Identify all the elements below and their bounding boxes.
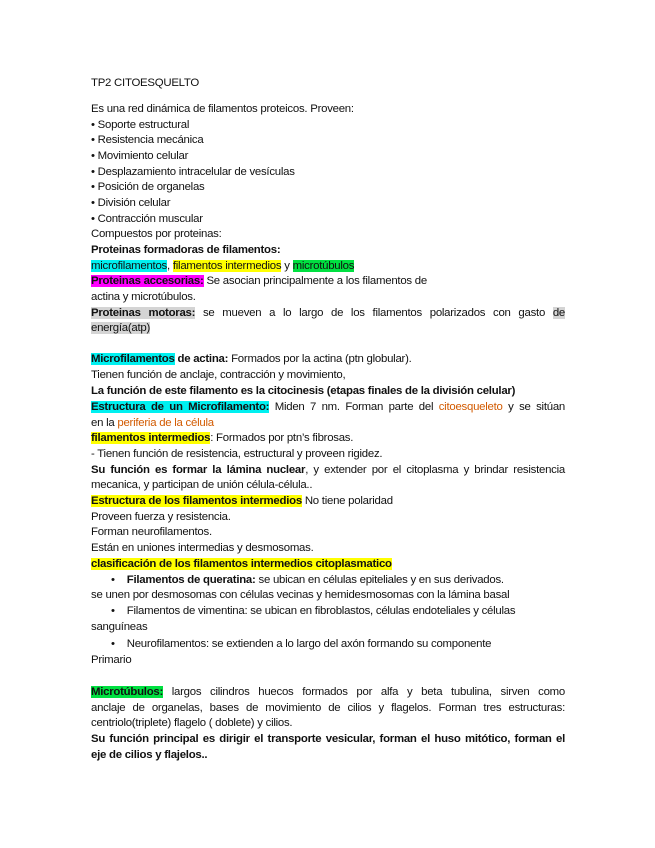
microfilamentos-line-3: La función de este filamento es la citocinesis (etapas finales de la división celular)	[91, 385, 516, 397]
highlight-proteinas-motoras: Proteinas motoras:	[91, 307, 196, 319]
intro-line: Es una red dinámica de filamentos proteicos. Proveen:	[91, 103, 354, 115]
bullet-item: • Contracción muscular	[91, 213, 203, 225]
mt-line-5: eje de cilios y flajelos..	[91, 749, 208, 761]
accesorias-line-2: actina y microtúbulos.	[91, 291, 196, 303]
periferia-line	[91, 416, 565, 431]
formadoras-label: Proteinas formadoras de filamentos:	[91, 244, 281, 256]
separator: y	[281, 260, 293, 272]
estructura-fi-text: No tiene polaridad	[301, 495, 393, 507]
bullet-item: • Resistencia mecánica	[91, 134, 204, 146]
highlight-proteinas-accesorias: Proteinas accesorias:	[91, 275, 204, 287]
microfilamentos-line-2: Tienen función de anclaje, contracción y movimiento,	[91, 369, 346, 381]
fi-text: : Formados por ptn’s fibrosas.	[210, 432, 354, 444]
mt-text: largos cilindros huecos formados por alfa y beta tubulina, sirven como	[163, 686, 565, 698]
queratina-line	[111, 573, 585, 588]
queratina-label: Filamentos de queratina:	[126, 574, 256, 586]
estructura-text-2: y se sitúan	[502, 401, 565, 413]
en-la-text: en la	[91, 417, 118, 429]
accesorias-line	[91, 274, 565, 289]
composed-line: Compuestos por proteinas:	[91, 228, 222, 240]
vimentina-line-2: sanguíneas	[91, 621, 148, 633]
bullet-dot-icon: •	[111, 638, 115, 650]
vimentina-line	[111, 604, 585, 619]
mt-line-3: centriolo(triplete) flagelo ( doblete) y cilios.	[91, 717, 293, 729]
bullet-dot-icon: •	[111, 574, 115, 586]
highlight-filamentos-intermedios-heading: filamentos intermedios	[91, 432, 211, 444]
highlight-microfilamentos: microfilamentos	[91, 260, 168, 272]
highlight-estructura-microfilamento: Estructura de un Microfilamento:	[91, 401, 270, 413]
highlight-microtubulos-heading: Microtúbulos:	[91, 686, 164, 698]
estructura-microfilamento-line	[91, 400, 565, 415]
vimentina-text: Filamentos de vimentina: se ubican en fibroblastos, células endoteliales y células	[126, 605, 516, 617]
periferia-term: periferia de la célula	[117, 417, 214, 429]
de-actina-label: de actina:	[174, 353, 229, 365]
clasificacion-line	[91, 557, 565, 572]
bullet-item: • Soporte estructural	[91, 119, 190, 131]
highlight-clasificacion: clasificación de los filamentos intermedios citoplasmatico	[91, 558, 392, 570]
highlight-microtubulos: microtúbulos	[292, 260, 355, 272]
bullet-item: • Posición de organelas	[91, 181, 205, 193]
estructura-fi-line	[91, 494, 565, 509]
highlight-filamentos-intermedios: filamentos intermedios	[172, 260, 282, 272]
lamina-nuclear-text: Su función es formar la lámina nuclear	[91, 464, 306, 476]
formadoras-line	[91, 259, 565, 274]
microfilamentos-line	[91, 352, 565, 367]
mt-line-4: Su función principal es dirigir el transporte vesicular, forman el huso mitótico, forman el	[91, 733, 565, 745]
highlight-energia: energía(atp)	[91, 322, 151, 334]
estructura-text: Miden 7 nm. Forman parte del	[269, 401, 439, 413]
bullet-item: • Movimiento celular	[91, 150, 189, 162]
highlight-de: de	[552, 307, 566, 319]
bullet-dot-icon: •	[111, 605, 115, 617]
citoesqueleto-term: citoesqueleto	[438, 401, 503, 413]
fi-prop: Proveen fuerza y resistencia.	[91, 511, 231, 523]
queratina-text: se ubican en células epiteliales y en sus derivados.	[255, 574, 504, 586]
neuro-line	[111, 637, 585, 652]
microfilamentos-text: Formados por la actina (ptn globular).	[228, 353, 412, 365]
fi-line-3b: , y extender por el citoplasma y brindar resistencia	[305, 464, 565, 476]
separator: ,	[167, 260, 173, 272]
motoras-line-2	[91, 321, 565, 336]
filamentos-intermedios-line	[91, 431, 565, 446]
neuro-text: Neurofilamentos: se extienden a lo largo del axón formando su componente	[126, 638, 492, 650]
queratina-line-2: se unen por desmosomas con células vecinas y hemidesmosomas con la lámina basal	[91, 589, 510, 601]
bullet-item: • División celular	[91, 197, 171, 209]
fi-prop: Están en uniones intermedias y desmosomas.	[91, 542, 314, 554]
bullet-item: • Desplazamiento intracelular de vesículas	[91, 166, 295, 178]
fi-prop: Forman neurofilamentos.	[91, 526, 212, 538]
highlight-microfilamentos-heading: Microfilamentos	[91, 353, 175, 365]
fi-line-2: - Tienen función de resistencia, estructural y proveen rigidez.	[91, 448, 383, 460]
mt-line-2: anclaje de organelas, bases de movimiento de cilios y flagelos. Forman tres estructuras:	[91, 702, 565, 714]
motoras-line	[91, 306, 565, 321]
fi-line-4: mecanica, y participan de unión célula-célula..	[91, 479, 313, 491]
neuro-line-2: Primario	[91, 654, 132, 666]
page-title: TP2 CITOESQUELTO	[91, 77, 200, 89]
highlight-estructura-fi: Estructura de los filamentos intermedios	[91, 495, 302, 507]
fi-line-3	[91, 463, 565, 478]
accesorias-text: Se asocian principalmente a los filamentos de	[203, 275, 427, 287]
motoras-text: se mueven a lo largo de los filamentos polarizados con gasto	[195, 307, 546, 319]
microtubulos-line	[91, 685, 565, 700]
